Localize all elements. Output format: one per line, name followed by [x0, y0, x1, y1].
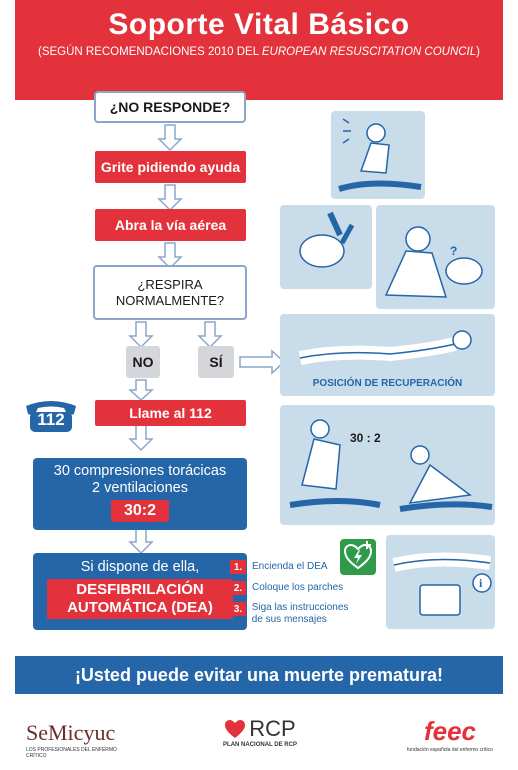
dea-label: DESFIBRILACIÓN AUTOMÁTICA (DEA) [47, 579, 233, 619]
compresiones-box: 30 compresiones torácicas 2 ventilaciones 30:2 [33, 458, 247, 530]
feec-logo: feec fundación española del enfermo crítico [407, 716, 493, 753]
phone-112-icon: 112 [22, 398, 80, 434]
illus-shout-for-help [331, 111, 425, 199]
arrow-down-icon [159, 125, 181, 150]
list-item: 2. Coloque los parches [230, 581, 350, 595]
arrow-right-icon [240, 351, 284, 373]
semicyuc-logo: SeMicyuc LOS PROFESIONALES DEL ENFERMO CRÍTICO [26, 720, 117, 759]
illus-check-breathing [376, 205, 495, 309]
heart-icon [224, 718, 246, 740]
list-item: 1. Encienda el DEA [230, 560, 350, 574]
dea-box: Si dispone de ella, DESFIBRILACIÓN AUTOMÁTICA (DEA) [33, 553, 247, 630]
illus-cpr [280, 405, 495, 525]
arrow-down-icon [130, 528, 152, 553]
svg-text:?: ? [450, 244, 458, 258]
arrow-down-icon [159, 185, 181, 210]
ratio-illus-label: 30 : 2 [350, 431, 381, 445]
arrow-down-icon [130, 322, 152, 347]
abra-box: Abra la vía aérea [95, 209, 246, 241]
grite-box: Grite pidiendo ayuda [95, 151, 246, 183]
recuperacion-label: POSICIÓN DE RECUPERACIÓN [312, 378, 463, 389]
llame-box: Llame al 112 [95, 400, 246, 426]
illus-open-airway [280, 205, 372, 289]
page-subtitle: (SEGÚN RECOMENDACIONES 2010 DEL EUROPEAN RESUSCITATION COUNCIL) [37, 46, 480, 58]
no-responde-box: ¿NO RESPONDE? [94, 91, 246, 123]
si-box: SÍ [198, 346, 234, 378]
arrow-down-icon [130, 425, 152, 450]
bottom-banner: ¡Usted puede evitar una muerte prematura! [15, 656, 503, 694]
list-item: 3. Siga las instrucciones de sus mensajes [230, 602, 350, 626]
arrow-down-icon [199, 322, 221, 347]
dea-steps [230, 560, 350, 626]
rcp-logo: RCP PLAN NACIONAL DE RCP [223, 716, 297, 748]
svg-text:i: i [479, 576, 483, 590]
illus-aed [386, 535, 495, 629]
illus-recovery-position [280, 314, 495, 396]
ratio-badge: 30:2 [111, 500, 169, 522]
aed-heart-icon [340, 539, 376, 575]
respira-box: ¿RESPIRA NORMALMENTE? [93, 265, 247, 320]
arrow-down-icon [130, 380, 152, 400]
no-box: NO [126, 346, 160, 378]
page-title: Soporte Vital Básico [108, 8, 410, 41]
